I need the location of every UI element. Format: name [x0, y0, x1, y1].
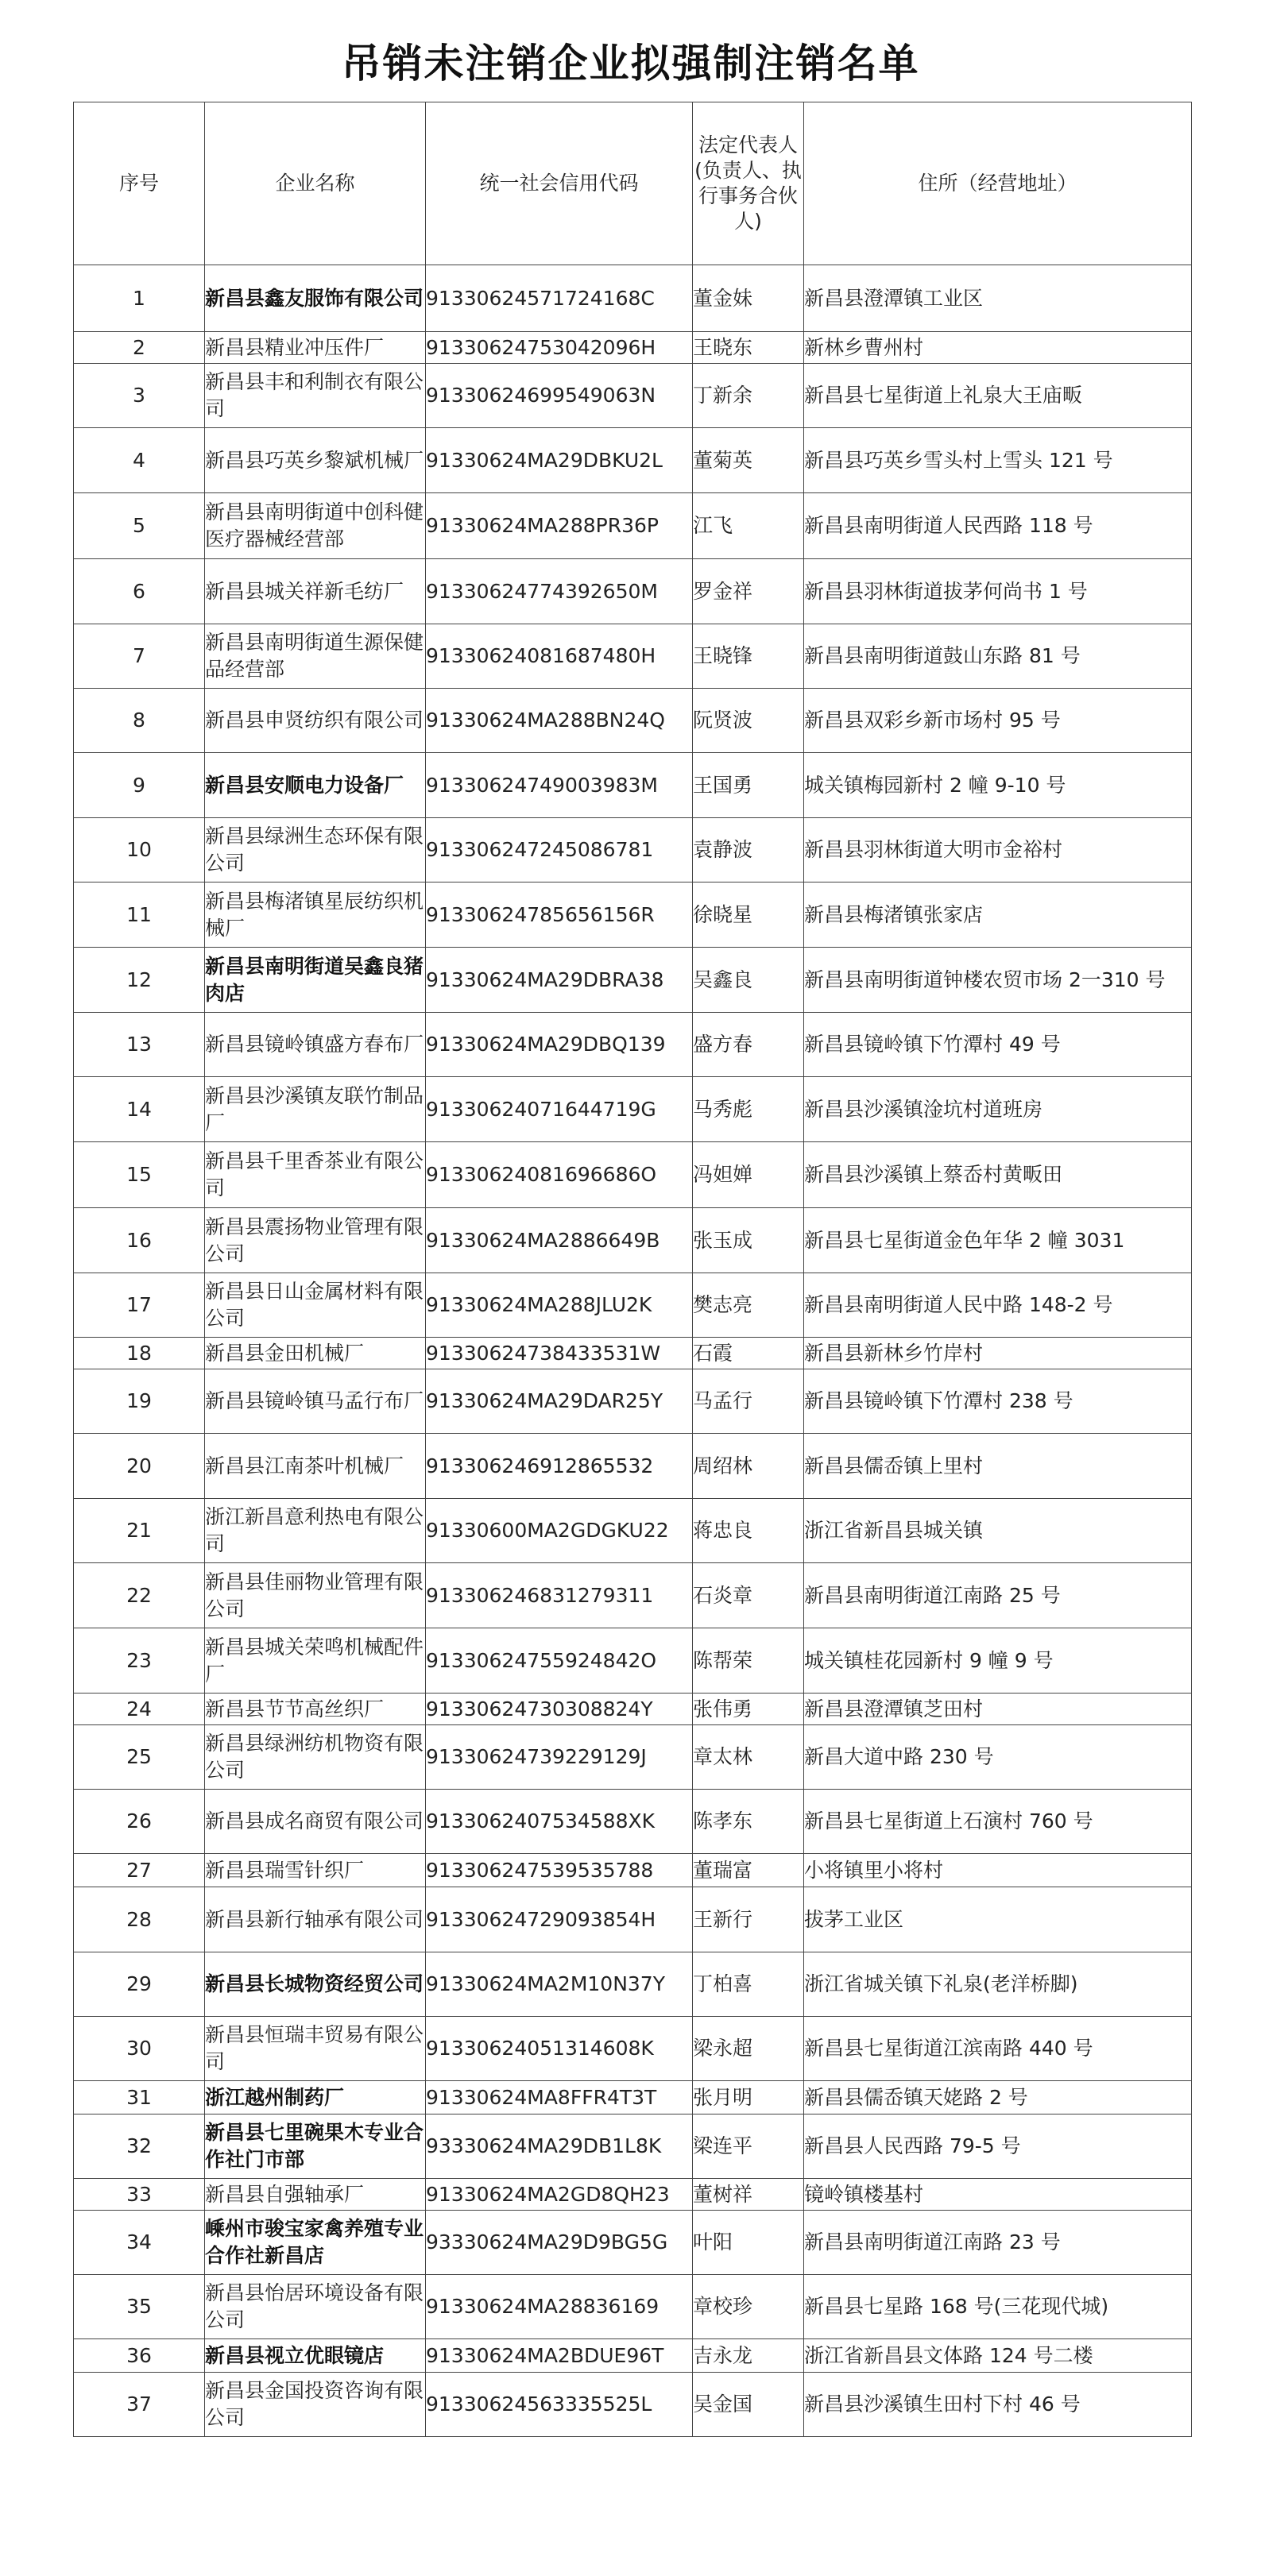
table-row — [74, 1273, 1192, 1338]
table-row — [74, 332, 1192, 364]
table-row — [74, 1563, 1192, 1628]
company-name: 嵊州市骏宝家禽养殖专业合作社新昌店 — [205, 2211, 426, 2275]
table-row — [74, 2211, 1192, 2275]
address: 新昌县镜岭镇下竹潭村 49 号 — [804, 1013, 1192, 1077]
table-row — [74, 1628, 1192, 1694]
legal-representative: 董菊英 — [693, 428, 804, 493]
header-name: 企业名称 — [205, 102, 426, 265]
address: 新昌县儒岙镇上里村 — [804, 1434, 1192, 1499]
header-index: 序号 — [74, 102, 205, 265]
table-row — [74, 689, 1192, 753]
address: 新昌县沙溪镇上蔡岙村黄畈田 — [804, 1142, 1192, 1208]
credit-code: 93330624MA29DB1L8K — [426, 2114, 693, 2179]
credit-code: 91330624730308824Y — [426, 1694, 693, 1725]
header-address: 住所（经营地址） — [804, 102, 1192, 265]
address: 新昌县南明街道江南路 25 号 — [804, 1563, 1192, 1628]
legal-representative: 张伟勇 — [693, 1694, 804, 1725]
address: 新昌县南明街道江南路 23 号 — [804, 2211, 1192, 2275]
table-row — [74, 1694, 1192, 1725]
table-row — [74, 265, 1192, 332]
credit-code: 91330624774392650M — [426, 559, 693, 624]
credit-code: 913306247245086781 — [426, 818, 693, 882]
credit-code: 91330624081687480H — [426, 624, 693, 689]
company-name: 新昌县巧英乡黎斌机械厂 — [205, 428, 426, 493]
row-index: 32 — [74, 2114, 205, 2179]
company-name: 新昌县南明街道吴鑫良猪肉店 — [205, 948, 426, 1013]
row-index: 16 — [74, 1208, 205, 1273]
address: 城关镇梅园新村 2 幢 9-10 号 — [804, 753, 1192, 818]
row-index: 20 — [74, 1434, 205, 1499]
legal-representative: 吉永龙 — [693, 2339, 804, 2373]
credit-code: 91330624MA2886649B — [426, 1208, 693, 1273]
table-row — [74, 1725, 1192, 1790]
legal-representative: 董树祥 — [693, 2179, 804, 2211]
legal-representative: 张月明 — [693, 2081, 804, 2114]
legal-representative: 马孟行 — [693, 1369, 804, 1434]
credit-code: 91330624MA28836169 — [426, 2275, 693, 2339]
table-row — [74, 1499, 1192, 1563]
legal-representative: 董金妹 — [693, 265, 804, 332]
table-row — [74, 1790, 1192, 1854]
company-name: 新昌县震扬物业管理有限公司 — [205, 1208, 426, 1273]
company-name: 新昌县视立优眼镜店 — [205, 2339, 426, 2373]
row-index: 8 — [74, 689, 205, 753]
credit-code: 91330624MA29DBRA38 — [426, 948, 693, 1013]
legal-representative: 王晓东 — [693, 332, 804, 364]
company-name: 新昌县沙溪镇友联竹制品厂 — [205, 1077, 426, 1142]
row-index: 28 — [74, 1887, 205, 1952]
legal-representative: 袁静波 — [693, 818, 804, 882]
company-name: 新昌县成名商贸有限公司 — [205, 1790, 426, 1854]
row-index: 2 — [74, 332, 205, 364]
row-index: 3 — [74, 364, 205, 428]
legal-representative: 徐晓星 — [693, 882, 804, 948]
table-row — [74, 753, 1192, 818]
credit-code: 91330624MA29DBKU2L — [426, 428, 693, 493]
table-row — [74, 2114, 1192, 2179]
address: 新昌县七星路 168 号(三花现代城) — [804, 2275, 1192, 2339]
address: 新昌县南明街道人民中路 148-2 号 — [804, 1273, 1192, 1338]
address: 镜岭镇楼基村 — [804, 2179, 1192, 2211]
row-index: 35 — [74, 2275, 205, 2339]
credit-code: 91330624MA2BDUE96T — [426, 2339, 693, 2373]
row-index: 27 — [74, 1854, 205, 1887]
company-name: 新昌县金田机械厂 — [205, 1338, 426, 1369]
credit-code: 91330624739229129J — [426, 1725, 693, 1790]
row-index: 7 — [74, 624, 205, 689]
row-index: 36 — [74, 2339, 205, 2373]
credit-code: 913306247539535788 — [426, 1854, 693, 1887]
table-row — [74, 624, 1192, 689]
table-row — [74, 1338, 1192, 1369]
legal-representative: 周绍林 — [693, 1434, 804, 1499]
company-name: 新昌县江南茶叶机械厂 — [205, 1434, 426, 1499]
credit-code: 91330624MA288BN24Q — [426, 689, 693, 753]
credit-code: 91330624MA29DAR25Y — [426, 1369, 693, 1434]
legal-representative: 王国勇 — [693, 753, 804, 818]
row-index: 10 — [74, 818, 205, 882]
company-name: 新昌县金国投资咨询有限公司 — [205, 2373, 426, 2437]
credit-code: 91330624571724168C — [426, 265, 693, 332]
legal-representative: 冯妲婵 — [693, 1142, 804, 1208]
credit-code: 91330624755924842O — [426, 1628, 693, 1694]
company-name: 新昌县绿洲生态环保有限公司 — [205, 818, 426, 882]
address: 新昌县新林乡竹岸村 — [804, 1338, 1192, 1369]
company-name: 新昌县节节高丝织厂 — [205, 1694, 426, 1725]
table-row — [74, 882, 1192, 948]
legal-representative: 陈孝东 — [693, 1790, 804, 1854]
legal-representative: 樊志亮 — [693, 1273, 804, 1338]
table-row — [74, 2275, 1192, 2339]
legal-representative: 阮贤波 — [693, 689, 804, 753]
address: 新昌县人民西路 79-5 号 — [804, 2114, 1192, 2179]
row-index: 34 — [74, 2211, 205, 2275]
legal-representative: 江飞 — [693, 493, 804, 559]
credit-code: 9133062407534588XK — [426, 1790, 693, 1854]
credit-code: 913306246831279311 — [426, 1563, 693, 1628]
row-index: 30 — [74, 2017, 205, 2081]
company-name: 新昌县新行轴承有限公司 — [205, 1887, 426, 1952]
company-name: 新昌县千里香茶业有限公司 — [205, 1142, 426, 1208]
address: 新昌县双彩乡新市场村 95 号 — [804, 689, 1192, 753]
address: 新昌县梅渚镇张家店 — [804, 882, 1192, 948]
credit-code: 91330624563335525L — [426, 2373, 693, 2437]
row-index: 4 — [74, 428, 205, 493]
company-name: 新昌县镜岭镇盛方春布厂 — [205, 1013, 426, 1077]
company-name: 新昌县安顺电力设备厂 — [205, 753, 426, 818]
address: 新昌县镜岭镇下竹潭村 238 号 — [804, 1369, 1192, 1434]
company-name: 新昌县瑞雪针织厂 — [205, 1854, 426, 1887]
table-body — [74, 265, 1192, 2437]
legal-representative: 王新行 — [693, 1887, 804, 1952]
table-row — [74, 2179, 1192, 2211]
company-name: 新昌县怡居环境设备有限公司 — [205, 2275, 426, 2339]
legal-representative: 盛方春 — [693, 1013, 804, 1077]
address: 新昌大道中路 230 号 — [804, 1725, 1192, 1790]
credit-code: 91330624051314608K — [426, 2017, 693, 2081]
table-row — [74, 2017, 1192, 2081]
company-name: 新昌县镜岭镇马孟行布厂 — [205, 1369, 426, 1434]
header-representative: 法定代表人(负责人、执行事务合伙人) — [693, 102, 804, 265]
legal-representative: 石霞 — [693, 1338, 804, 1369]
address: 新昌县羽林街道拔茅何尚书 1 号 — [804, 559, 1192, 624]
table-row — [74, 1434, 1192, 1499]
address: 新昌县沙溪镇生田村下村 46 号 — [804, 2373, 1192, 2437]
credit-code: 91330624MA29DBQ139 — [426, 1013, 693, 1077]
credit-code: 913306246912865532 — [426, 1434, 693, 1499]
credit-code: 91330624MA2GD8QH23 — [426, 2179, 693, 2211]
row-index: 31 — [74, 2081, 205, 2114]
address: 新昌县澄潭镇工业区 — [804, 265, 1192, 332]
row-index: 17 — [74, 1273, 205, 1338]
table-row — [74, 1142, 1192, 1208]
row-index: 9 — [74, 753, 205, 818]
legal-representative: 丁新余 — [693, 364, 804, 428]
address: 浙江省新昌县文体路 124 号二楼 — [804, 2339, 1192, 2373]
address: 拔茅工业区 — [804, 1887, 1192, 1952]
company-name: 新昌县鑫友服饰有限公司 — [205, 265, 426, 332]
company-name: 新昌县长城物资经贸公司 — [205, 1952, 426, 2017]
legal-representative: 吴金国 — [693, 2373, 804, 2437]
company-name: 新昌县南明街道生源保健品经营部 — [205, 624, 426, 689]
credit-code: 91330624081696686O — [426, 1142, 693, 1208]
table-header-row — [74, 102, 1192, 265]
company-name: 新昌县绿洲纺机物资有限公司 — [205, 1725, 426, 1790]
table-row — [74, 948, 1192, 1013]
row-index: 22 — [74, 1563, 205, 1628]
row-index: 18 — [74, 1338, 205, 1369]
company-name: 新昌县七里碗果木专业合作社门市部 — [205, 2114, 426, 2179]
table-row — [74, 1369, 1192, 1434]
table-row — [74, 364, 1192, 428]
credit-code: 91330624785656156R — [426, 882, 693, 948]
table-row — [74, 2373, 1192, 2437]
legal-representative: 罗金祥 — [693, 559, 804, 624]
legal-representative: 叶阳 — [693, 2211, 804, 2275]
row-index: 6 — [74, 559, 205, 624]
legal-representative: 吴鑫良 — [693, 948, 804, 1013]
address: 新昌县澄潭镇芝田村 — [804, 1694, 1192, 1725]
legal-representative: 董瑞富 — [693, 1854, 804, 1887]
row-index: 15 — [74, 1142, 205, 1208]
deregistration-table — [73, 102, 1192, 2437]
company-name: 新昌县佳丽物业管理有限公司 — [205, 1563, 426, 1628]
address: 浙江省新昌县城关镇 — [804, 1499, 1192, 1563]
credit-code: 93330624MA29D9BG5G — [426, 2211, 693, 2275]
address: 新昌县七星街道上石演村 760 号 — [804, 1790, 1192, 1854]
legal-representative: 陈帮荣 — [693, 1628, 804, 1694]
address: 城关镇桂花园新村 9 幢 9 号 — [804, 1628, 1192, 1694]
company-name: 新昌县丰和利制衣有限公司 — [205, 364, 426, 428]
table-row — [74, 2081, 1192, 2114]
company-name: 新昌县日山金属材料有限公司 — [205, 1273, 426, 1338]
table-row — [74, 559, 1192, 624]
credit-code: 91330624MA288JLU2K — [426, 1273, 693, 1338]
credit-code: 91330624MA2M10N37Y — [426, 1952, 693, 2017]
address: 新昌县南明街道钟楼农贸市场 2一310 号 — [804, 948, 1192, 1013]
address: 新昌县巧英乡雪头村上雪头 121 号 — [804, 428, 1192, 493]
company-name: 新昌县恒瑞丰贸易有限公司 — [205, 2017, 426, 2081]
credit-code: 91330624749003983M — [426, 753, 693, 818]
legal-representative: 王晓锋 — [693, 624, 804, 689]
address: 新林乡曹州村 — [804, 332, 1192, 364]
legal-representative: 石炎章 — [693, 1563, 804, 1628]
credit-code: 91330600MA2GDGKU22 — [426, 1499, 693, 1563]
row-index: 24 — [74, 1694, 205, 1725]
address: 浙江省城关镇下礼泉(老洋桥脚) — [804, 1952, 1192, 2017]
credit-code: 91330624729093854H — [426, 1887, 693, 1952]
credit-code: 91330624MA8FFR4T3T — [426, 2081, 693, 2114]
credit-code: 91330624753042096H — [426, 332, 693, 364]
legal-representative: 梁连平 — [693, 2114, 804, 2179]
row-index: 19 — [74, 1369, 205, 1434]
row-index: 13 — [74, 1013, 205, 1077]
table-row — [74, 2339, 1192, 2373]
credit-code: 91330624738433531W — [426, 1338, 693, 1369]
credit-code: 91330624699549063N — [426, 364, 693, 428]
address: 新昌县南明街道人民西路 118 号 — [804, 493, 1192, 559]
company-name: 新昌县精业冲压件厂 — [205, 332, 426, 364]
row-index: 12 — [74, 948, 205, 1013]
row-index: 37 — [74, 2373, 205, 2437]
row-index: 21 — [74, 1499, 205, 1563]
row-index: 26 — [74, 1790, 205, 1854]
row-index: 5 — [74, 493, 205, 559]
table-row — [74, 1208, 1192, 1273]
table-row — [74, 1854, 1192, 1887]
header-code: 统一社会信用代码 — [426, 102, 693, 265]
company-name: 新昌县城关祥新毛纺厂 — [205, 559, 426, 624]
address: 新昌县七星街道金色年华 2 幢 3031 — [804, 1208, 1192, 1273]
legal-representative: 梁永超 — [693, 2017, 804, 2081]
legal-representative: 丁柏喜 — [693, 1952, 804, 2017]
row-index: 25 — [74, 1725, 205, 1790]
table-row — [74, 493, 1192, 559]
table-row — [74, 1887, 1192, 1952]
address: 新昌县羽林街道大明市金裕村 — [804, 818, 1192, 882]
table-row — [74, 1952, 1192, 2017]
row-index: 29 — [74, 1952, 205, 2017]
legal-representative: 章校珍 — [693, 2275, 804, 2339]
table-row — [74, 818, 1192, 882]
company-name: 新昌县梅渚镇星辰纺织机械厂 — [205, 882, 426, 948]
row-index: 1 — [74, 265, 205, 332]
company-name: 新昌县南明街道中创科健医疗器械经营部 — [205, 493, 426, 559]
address: 新昌县七星街道江滨南路 440 号 — [804, 2017, 1192, 2081]
legal-representative: 章太林 — [693, 1725, 804, 1790]
page-title: 吊销未注销企业拟强制注销名单 — [341, 40, 920, 87]
row-index: 14 — [74, 1077, 205, 1142]
legal-representative: 蒋忠良 — [693, 1499, 804, 1563]
credit-code: 91330624MA288PR36P — [426, 493, 693, 559]
company-name: 浙江新昌意利热电有限公司 — [205, 1499, 426, 1563]
table-row — [74, 1013, 1192, 1077]
row-index: 11 — [74, 882, 205, 948]
legal-representative: 张玉成 — [693, 1208, 804, 1273]
company-name: 新昌县申贤纺织有限公司 — [205, 689, 426, 753]
address: 小将镇里小将村 — [804, 1854, 1192, 1887]
table-row — [74, 428, 1192, 493]
company-name: 浙江越州制药厂 — [205, 2081, 426, 2114]
row-index: 23 — [74, 1628, 205, 1694]
address: 新昌县七星街道上礼泉大王庙畈 — [804, 364, 1192, 428]
table-row — [74, 1077, 1192, 1142]
credit-code: 91330624071644719G — [426, 1077, 693, 1142]
address: 新昌县南明街道鼓山东路 81 号 — [804, 624, 1192, 689]
address: 新昌县沙溪镇淦坑村道班房 — [804, 1077, 1192, 1142]
row-index: 33 — [74, 2179, 205, 2211]
company-name: 新昌县城关荣鸣机械配件厂 — [205, 1628, 426, 1694]
company-name: 新昌县自强轴承厂 — [205, 2179, 426, 2211]
legal-representative: 马秀彪 — [693, 1077, 804, 1142]
address: 新昌县儒岙镇天姥路 2 号 — [804, 2081, 1192, 2114]
